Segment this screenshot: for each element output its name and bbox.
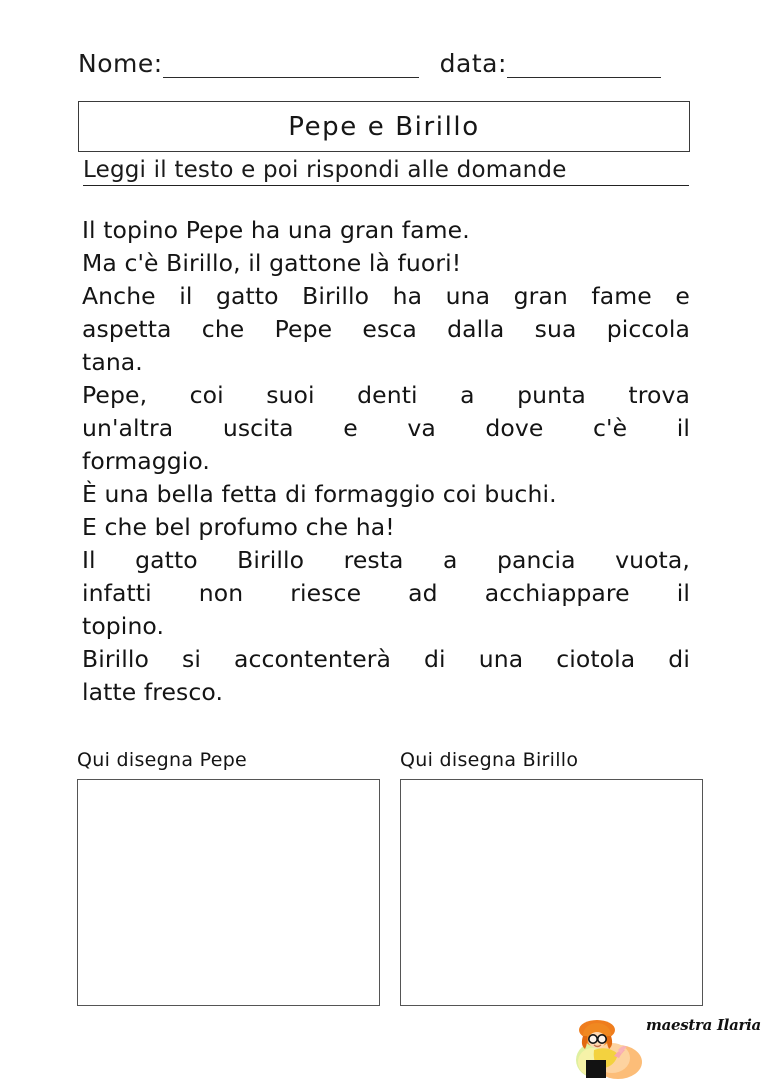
- story-word: acchiappare: [484, 579, 630, 607]
- story-line: [82, 412, 690, 445]
- story-word: e: [675, 282, 690, 310]
- story-word: coi: [189, 381, 224, 409]
- story-word: Anche: [82, 282, 156, 310]
- story-word: che: [201, 315, 245, 343]
- story-line: topino.: [82, 612, 165, 640]
- brand-name: maestra Ilaria: [646, 1016, 761, 1034]
- story-word: dove: [485, 414, 544, 442]
- story-word: riesce: [290, 579, 362, 607]
- story-word: Pepe,: [82, 381, 148, 409]
- story-word: fame: [591, 282, 652, 310]
- story-word: dalla: [447, 315, 505, 343]
- story-line: formaggio.: [82, 447, 210, 475]
- drawing-box-birillo[interactable]: [400, 779, 703, 1006]
- story-word: si: [182, 645, 201, 673]
- story-word: gran: [513, 282, 568, 310]
- story-word: trova: [628, 381, 690, 409]
- story-word: ciotola: [556, 645, 636, 673]
- story-word: non: [198, 579, 244, 607]
- story-word: un'altra: [82, 414, 174, 442]
- date-field-group: [440, 50, 661, 78]
- story-word: Birillo: [82, 645, 149, 673]
- drawing-box-pepe[interactable]: [77, 779, 380, 1006]
- teacher-character-icon: [574, 1016, 644, 1080]
- brand-logo: [574, 1014, 761, 1080]
- story-word: Pepe: [274, 315, 333, 343]
- story-word: il: [179, 282, 193, 310]
- story-word: accontenterà: [234, 645, 392, 673]
- date-label: data:: [439, 49, 507, 78]
- story-line: [82, 643, 690, 676]
- story-word: infatti: [82, 579, 152, 607]
- story-word: il: [676, 414, 690, 442]
- story-text: [82, 214, 690, 709]
- story-word: c'è: [593, 414, 628, 442]
- story-line: [82, 280, 690, 313]
- student-info-row: [78, 44, 692, 78]
- story-word: di: [668, 645, 690, 673]
- story-line: [82, 379, 690, 412]
- story-word: a: [443, 546, 458, 574]
- name-field-group: [78, 50, 419, 78]
- story-word: il: [676, 579, 690, 607]
- story-word: gatto: [135, 546, 198, 574]
- drawing-label-birillo: Qui disegna Birillo: [400, 749, 579, 771]
- story-line: latte fresco.: [82, 678, 224, 706]
- story-line: [82, 544, 690, 577]
- story-word: suoi: [266, 381, 315, 409]
- story-word: a: [460, 381, 475, 409]
- story-word: Birillo: [237, 546, 305, 574]
- story-word: Il: [82, 546, 96, 574]
- page-title: Pepe e Birillo: [288, 111, 480, 142]
- date-write-line[interactable]: [507, 53, 661, 78]
- story-line: Ma c'è Birillo, il gattone là fuori!: [82, 249, 462, 277]
- story-word: e: [343, 414, 358, 442]
- drawing-section-birillo: [400, 748, 703, 1006]
- story-word: una: [445, 282, 491, 310]
- story-word: gatto: [216, 282, 279, 310]
- story-line: E che bel profumo che ha!: [82, 513, 395, 541]
- story-word: vuota,: [615, 546, 690, 574]
- story-word: aspetta: [82, 315, 172, 343]
- story-word: Birillo: [302, 282, 370, 310]
- story-word: di: [424, 645, 446, 673]
- title-box: [78, 101, 690, 152]
- story-word: ad: [408, 579, 438, 607]
- story-line: È una bella fetta di formaggio coi buchi.: [82, 480, 557, 508]
- story-word: denti: [357, 381, 418, 409]
- story-word: uscita: [222, 414, 294, 442]
- story-line: [82, 313, 690, 346]
- story-word: pancia: [496, 546, 576, 574]
- story-line: tana.: [82, 348, 143, 376]
- name-label: Nome:: [78, 49, 163, 78]
- story-word: punta: [517, 381, 586, 409]
- drawing-section-pepe: [77, 748, 380, 1006]
- story-word: esca: [362, 315, 417, 343]
- story-word: va: [407, 414, 436, 442]
- drawing-label-pepe: Qui disegna Pepe: [77, 749, 248, 771]
- story-word: ha: [392, 282, 423, 310]
- story-line: [82, 577, 690, 610]
- story-word: una: [478, 645, 524, 673]
- story-line: Il topino Pepe ha una gran fame.: [82, 216, 470, 244]
- story-word: resta: [343, 546, 404, 574]
- instruction-text: Leggi il testo e poi rispondi alle domande: [83, 155, 689, 186]
- drawing-area: [77, 748, 703, 1008]
- story-word: sua: [534, 315, 577, 343]
- name-write-line[interactable]: [163, 53, 419, 78]
- story-word: piccola: [606, 315, 690, 343]
